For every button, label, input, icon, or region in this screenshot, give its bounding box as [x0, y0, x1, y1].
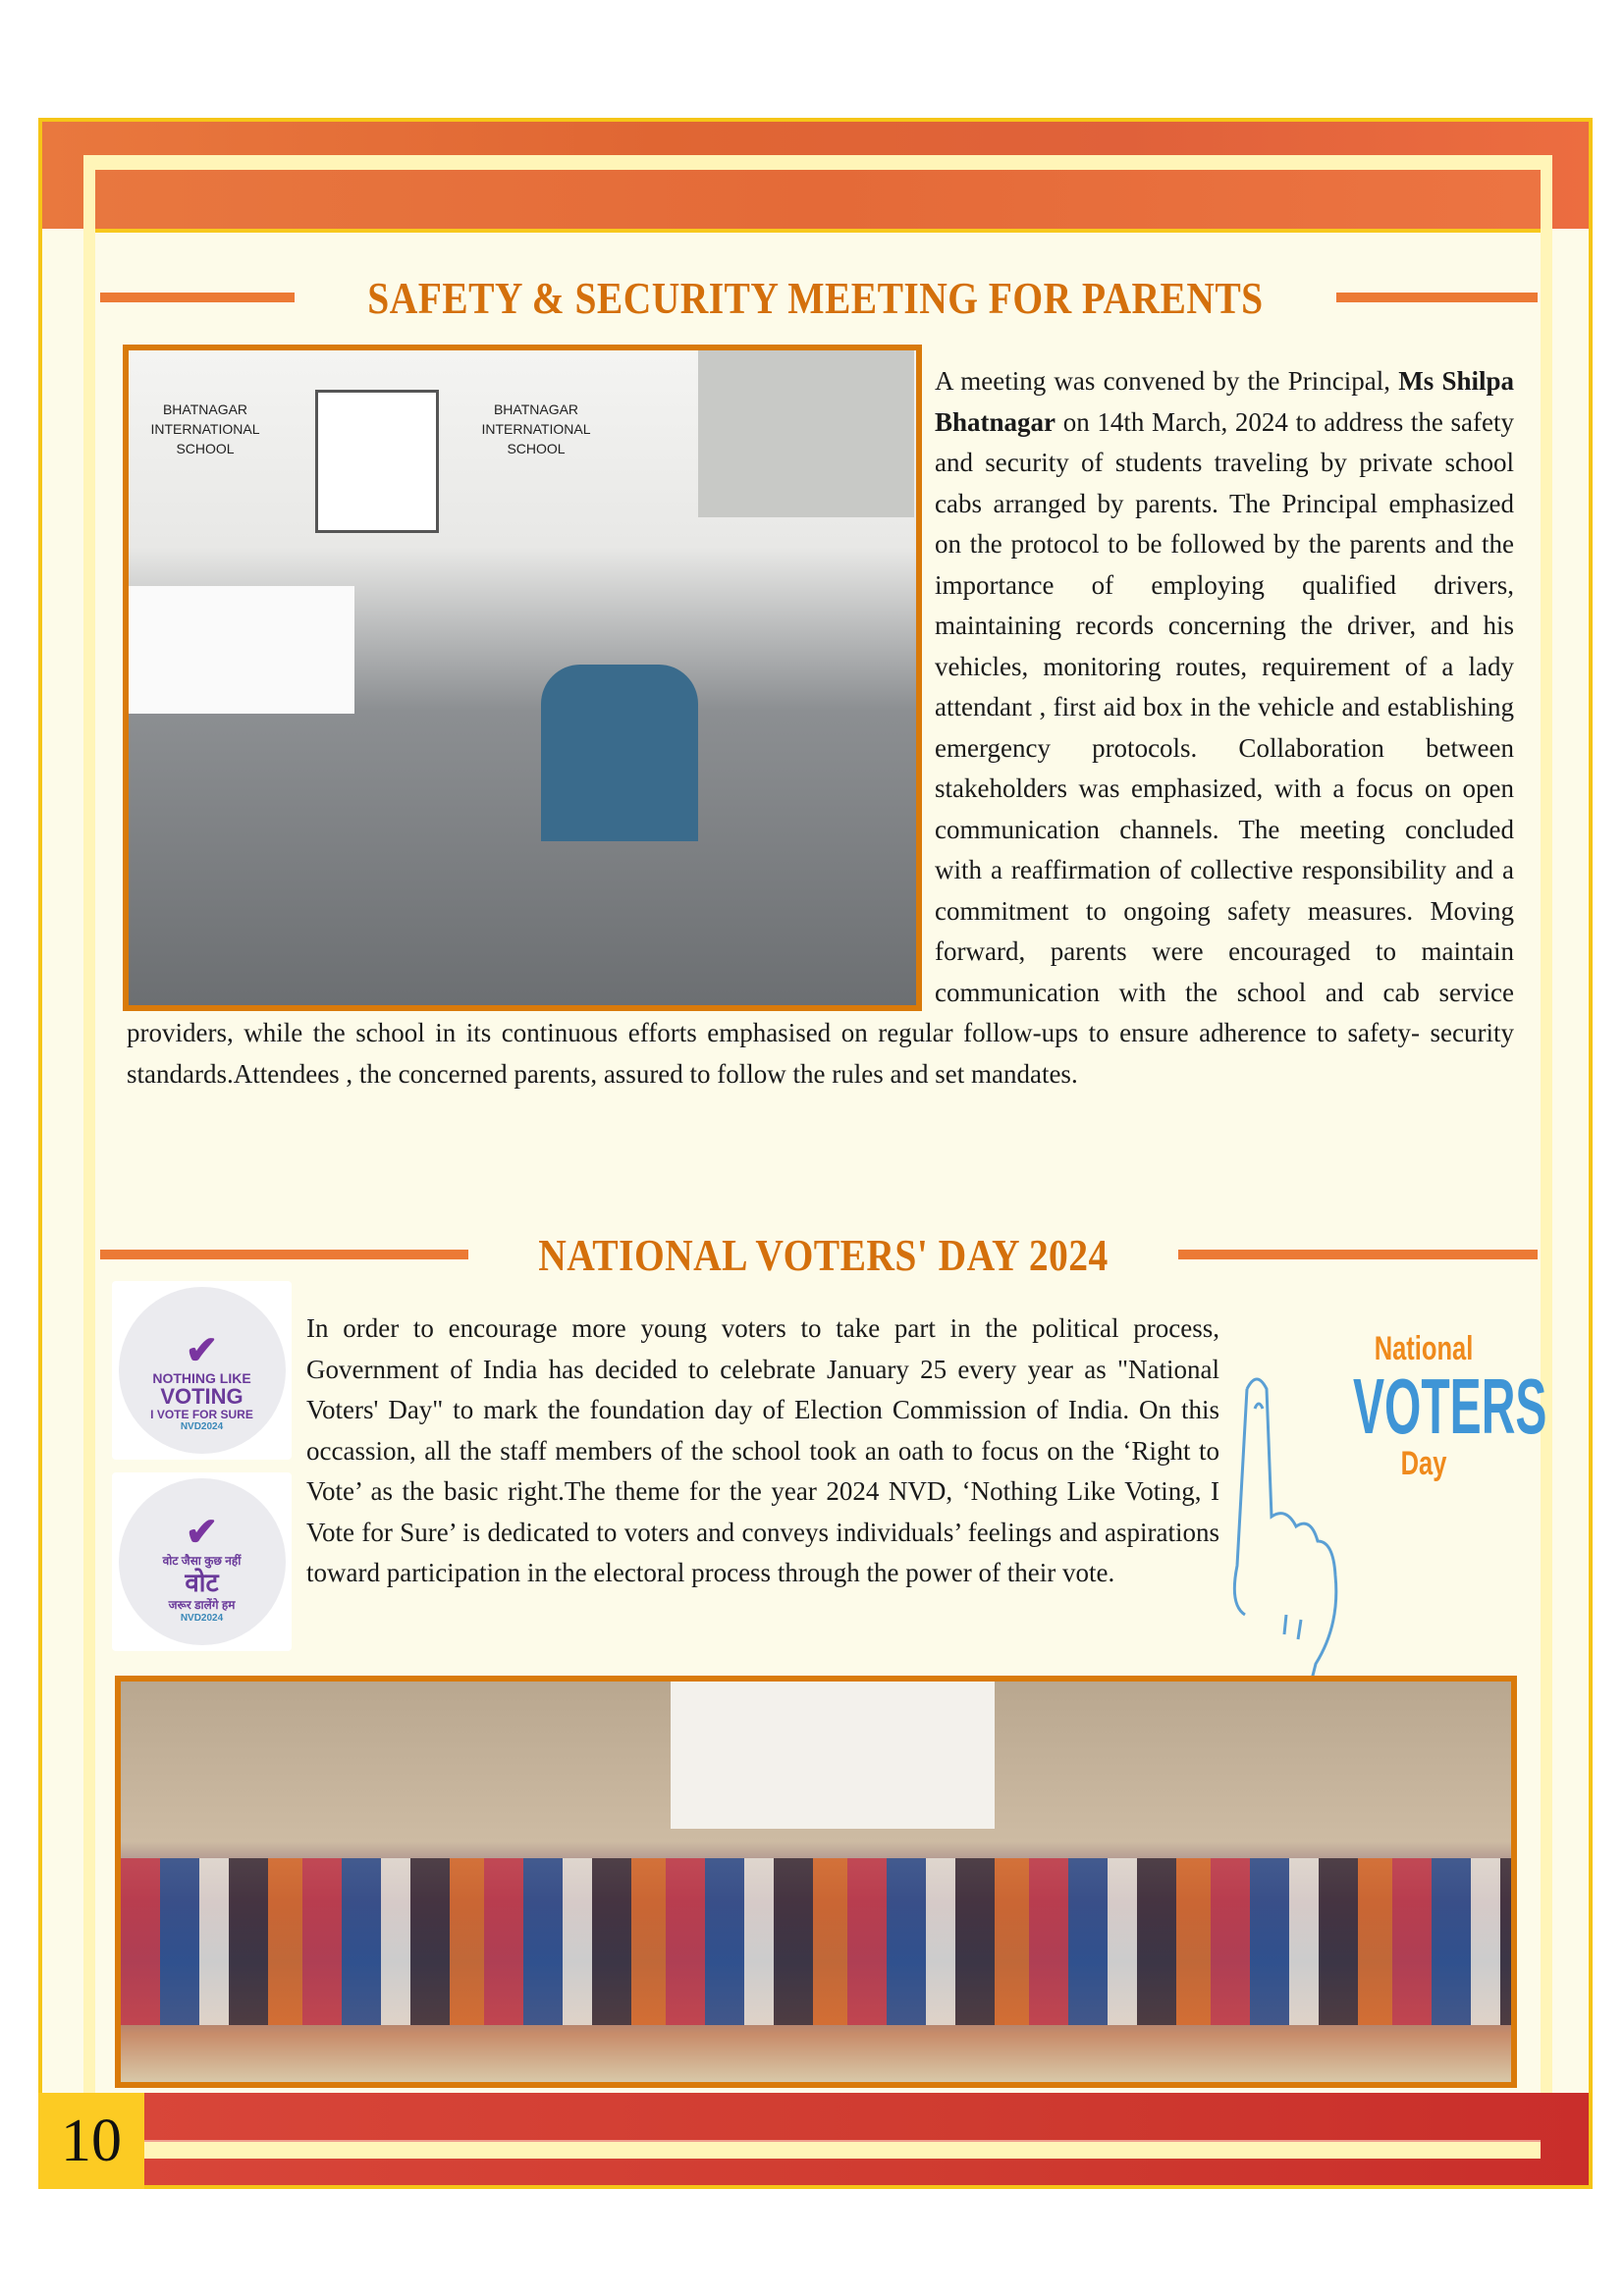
inner-header-band: [95, 170, 1541, 233]
section2-body: [306, 1308, 1219, 1594]
page-number: 10: [38, 2093, 144, 2189]
para-text: A meeting was convened by the Principal,: [935, 366, 1399, 396]
photo-curtains: [698, 350, 914, 517]
heading-rule-right: [1336, 293, 1538, 302]
inked-finger-icon: [1227, 1369, 1345, 1703]
section1-heading: [100, 268, 1538, 327]
photo-sign-right: BHATNAGAR INTERNATIONAL SCHOOL: [481, 401, 591, 456]
heading-rule-left: [100, 293, 295, 302]
para-text-cont: on 14th March, 2024 to address the safety and security of students traveling by private school cabs arranged by parents. The Principal emphasized on the protocol to be followed by the parents and the importance of employing qualified drivers, maintaining records concerning the driver, and his vehicles, monitoring routes, requirement of a lady attendant , first aid box in the vehicle and establishing emergency protocols. Collaboration between stakeholders was emphasized, with a focus on open communication channels. The meeting concluded with a reaffirmation of collective responsibility and a commitment to ongoing safety measures. Moving forward, parents were encouraged to maintain communication with the school and cab service providers, while the school in its continuous efforts emphasised on regular follow-ups to ensure adherence to safety- security standards.Attendees , the concerned parents, assured to follow the rules and set mandates.: [127, 406, 1514, 1089]
section2-title: NATIONAL VOTERS' DAY 2024: [538, 1229, 1109, 1280]
checkmark-icon: ✔: [185, 1511, 219, 1554]
logo-line3: जरूर डालेंगे हम: [168, 1598, 236, 1612]
photo-notice-board: [315, 390, 439, 533]
heading-rule-right: [1178, 1250, 1538, 1259]
footer-strip: [95, 2140, 1541, 2159]
footer-band: [42, 2093, 1589, 2185]
nvd-logo-english: [112, 1281, 292, 1460]
graphic-day: Day: [1400, 1445, 1447, 1482]
section2-paragraph: In order to encourage more young voters to take part in the political process, Government of India has decided to celebrate January 25 every year as "National Voters' Day" to mark the foundation day of Election Commission of India. On this occassion, all the staff members of the school took an oath to focus on the ‘Right to Vote’ as the basic right.The theme for the year 2024 NVD, ‘Nothing Like Voting, I Vote for Sure’ is dedicated to voters and conveys individuals’ feelings and aspirations toward participation in the electoral process through the power of their vote.: [306, 1313, 1219, 1587]
logo-line1: NOTHING LIKE: [152, 1370, 251, 1386]
logo-tag: NVD2024: [180, 1613, 224, 1624]
logo-line3: I VOTE FOR SURE: [150, 1408, 253, 1421]
voters-day-graphic: [1227, 1330, 1547, 1674]
principal-name: Ms Shilpa Bhatnagar: [935, 366, 1515, 437]
section1-body: [127, 361, 1514, 1095]
logo-line1: वोट जैसा कुछ नहीं: [162, 1554, 242, 1568]
photo-sign-left: BHATNAGAR INTERNATIONAL SCHOOL: [150, 401, 260, 456]
heading-rule-left: [100, 1250, 468, 1259]
section1-title: SAFETY & SECURITY MEETING FOR PARENTS: [367, 272, 1264, 323]
graphic-voters: VOTERS: [1353, 1362, 1547, 1450]
logo-line2: VOTING: [160, 1384, 244, 1409]
nvd-logo-hindi: [112, 1472, 292, 1651]
meeting-photo: [123, 345, 922, 1011]
logo-tag: NVD2024: [180, 1421, 224, 1432]
logo-line2: वोट: [185, 1568, 219, 1597]
section2-heading: [100, 1225, 1538, 1284]
voters-day-oath-photo: [115, 1676, 1517, 2088]
graphic-national: National: [1374, 1330, 1474, 1367]
photo-table: [129, 586, 354, 714]
photo-staff-group: [121, 1858, 1511, 2025]
photo-audience: [541, 665, 698, 841]
photo-banner: [671, 1682, 995, 1829]
checkmark-icon: ✔: [185, 1329, 219, 1372]
